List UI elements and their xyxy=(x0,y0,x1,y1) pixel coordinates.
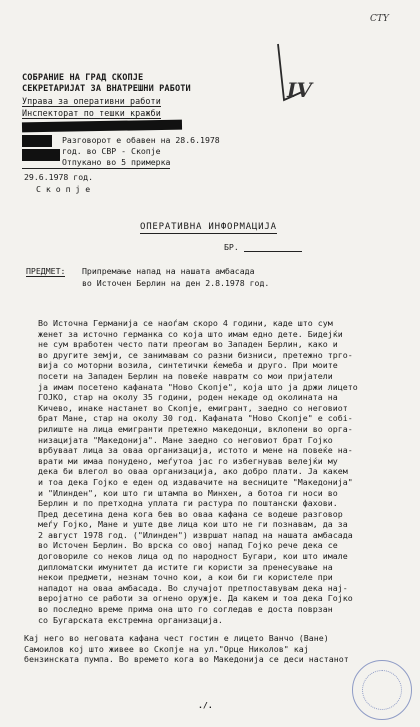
conversation-line-1: Разговорот е обавен на 28.6.1978 xyxy=(62,135,220,145)
paragraph-1-line: во другите земји, се занимавам со разни бизниси, претежно трго- xyxy=(38,349,353,360)
paragraph-1-line: некои предмети, незнам точно кои, а кои би ги користеле при xyxy=(38,572,333,583)
paragraph-1-line: 2 август 1978 год. ("Илинден") извршат напад на нашата амбасада xyxy=(38,529,353,540)
conversation-line-3: Отпукано во 5 примерка xyxy=(62,157,171,167)
paragraph-1-line: ја имам посетено кафаната "Ново Скопје", која што ја држи лицето xyxy=(38,381,358,392)
paragraph-1-line: посети на Западен Берлин на повеќе навратм со мои пријатели xyxy=(38,370,333,381)
body-paragraph-1 xyxy=(38,318,410,625)
number-label: БР. xyxy=(224,242,239,252)
paragraph-1-line: меѓу Гојко, Мане и уште две лица кои што не ги познавам, да за xyxy=(38,519,348,530)
document-title: ОПЕРАТИВНА ИНФОРМАЦИЈА xyxy=(140,222,277,232)
paragraph-1-line: рилиште на лица емигранти претежно македонци, вклопени во орга- xyxy=(38,423,353,434)
paragraph-1-line: вија со моторни возила, синтетички ќемеба и друго. При моите xyxy=(38,360,338,371)
org-line-2: СЕКРЕТАРИЈАТ ЗА ВНАТРЕШНИ РАБОТИ xyxy=(22,84,191,94)
paragraph-1-line: договориле со неков лица од по народност Бугари, кои што имале xyxy=(38,551,348,562)
paragraph-1-line: Берлин и по претходна уплата ги растура по поштански фахови. xyxy=(38,498,338,509)
document-date: 29.6.1978 год. xyxy=(24,172,94,182)
paragraph-1-line: со Бугарската екстремна организација. xyxy=(38,614,223,625)
handwritten-bracket-mark: IV xyxy=(287,78,312,102)
paragraph-1-line: ГОЈКО, стар на околу 35 години, роден некаде од околината на xyxy=(38,392,338,403)
handwritten-top-right-mark: CTY xyxy=(370,14,389,24)
paragraph-1-line: врбуваат лица за оваа организација, истото и мене на повеќе на- xyxy=(38,445,353,456)
paragraph-1-line: брат Мане, стар на околу 30 год. Кафаната "Ново Скопје" е собі- xyxy=(38,413,353,424)
paragraph-1-line: низацијата "Македонија". Мане заедно со неговиот брат Гојко xyxy=(38,434,333,445)
conversation-line-2: год. во СВР - Скопје xyxy=(62,146,161,156)
paragraph-2-line: Самоилов кој што живее во Скопје на ул."Орце Николов" кај xyxy=(24,643,309,654)
paragraph-1-line: Пред десетина дена кога бев во оваа кафана се водеше разговор xyxy=(38,508,343,519)
paragraph-2-line: бензинската пумпа. Во времето кога во Македонија се деси настанот xyxy=(24,654,349,665)
body-paragraph-2 xyxy=(24,633,396,665)
paragraph-1-line: нападот на оваа амбасада. Во случајот претпоставувам дека нај- xyxy=(38,582,348,593)
org-line-4: Инспекторат по тешки кражби xyxy=(22,108,161,118)
number-blank-line xyxy=(244,251,302,252)
document-place: С к о п ј е xyxy=(36,184,91,194)
redaction-bar-3 xyxy=(22,149,60,161)
org-line-1: СОБРАНИЕ НА ГРАД СКОПЈЕ xyxy=(22,73,144,83)
subject-line-2: во Источен Берлин на ден 2.8.1978 год. xyxy=(82,278,270,288)
paragraph-1-line: врати ми имаа понудено, меѓутоа јас го избегнував велејќи му xyxy=(38,455,338,466)
page-continuation-mark: ./. xyxy=(198,700,213,710)
redaction-bar-1 xyxy=(22,120,182,133)
redaction-bar-2 xyxy=(22,135,52,147)
paragraph-1-line: во последно време прима она што го согледав е доста поврзан xyxy=(38,604,333,615)
paragraph-2-line: Кај него во неговата кафана чест гостин е лицето Ванчо (Ване) xyxy=(24,633,329,643)
paragraph-1-line: во Источен Берлин. Во врска со овој напад Гојко рече дека се xyxy=(38,540,338,551)
paragraph-1-line: дипломатски имунитет да истите ги користи за пренесување на xyxy=(38,561,333,572)
paragraph-1-line: не сум вработен често пати преогам во Западен Берлин, како и xyxy=(38,339,338,350)
paragraph-1-line: женет за источно германка со која што имам едно дете. Бидејќи xyxy=(38,328,343,339)
official-stamp-inner xyxy=(362,670,402,710)
paragraph-1-line: дека би влегол во оваа организација, ако добро плати. Ја какем xyxy=(38,466,348,477)
subject-label: ПРЕДМЕТ: xyxy=(26,266,66,276)
subject-line-1: Припремање напад на нашата амбасада xyxy=(82,266,255,276)
separator-line xyxy=(22,168,170,169)
paragraph-1-line: веројатно се работи за огнено оружје. Да какем и тоа дека Гојко xyxy=(38,593,353,604)
paragraph-1-line: Во Источна Германија се наоѓам скоро 4 години, каде што сум xyxy=(38,318,333,328)
paragraph-1-line: и "Илинден", кои што ги штампа во Минхен, а ботоа ги носи во xyxy=(38,487,338,498)
paragraph-1-line: и тоа дека Гојко е еден од издавачите на весниците "Македонија" xyxy=(38,476,353,487)
paragraph-1-line: Кичево, инаке настанет во Скопје, емигрант, заедно со неговиот xyxy=(38,402,348,413)
org-line-3: Управа за оперативни работи xyxy=(22,96,161,106)
